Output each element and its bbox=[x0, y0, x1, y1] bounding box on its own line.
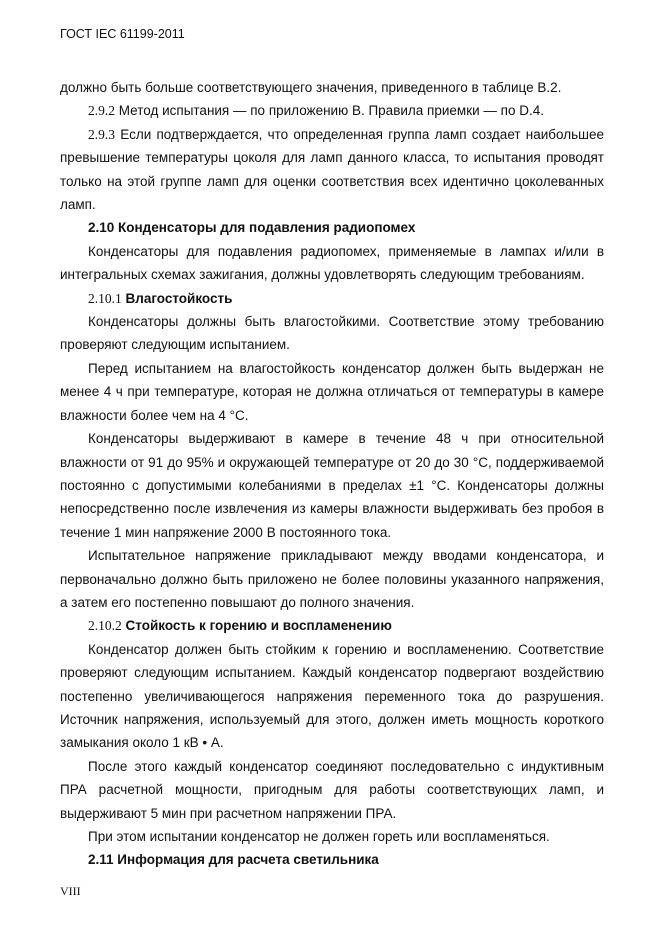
paragraph: Конденсаторы для подавления радиопомех, применяемые в лампах и/или в интегральных схемах зажигания, должны удовлетворять следующим требованиям. bbox=[60, 243, 604, 283]
document-body bbox=[60, 76, 604, 872]
paragraph: После этого каждый конденсатор соединяют последовательно с индуктивным ПРА расчетной мощности, пригодным для работы соответствующих ламп, и выдерживают 5 мин при расчетном напряжении ПРА. bbox=[60, 758, 604, 821]
section-heading-2-11: 2.11 Информация для расчета светильника bbox=[88, 852, 379, 868]
section-heading-2-10: 2.10 Конденсаторы для подавления радиопомех bbox=[88, 220, 416, 236]
clause-number: 2.9.3 bbox=[88, 126, 115, 142]
subsection-title: Стойкость к горению и воспламенению bbox=[125, 618, 392, 634]
clause-2-9-3 bbox=[60, 123, 604, 217]
paragraph: Перед испытанием на влагостойкость конденсатор должен быть выдержан не менее 4 ч при температуре, которая не должна отличаться от температуры в камере влажности более чем на 4 °С. bbox=[60, 360, 604, 423]
paragraph: должно быть больше соответствующего значения, приведенного в таблице В.2. bbox=[60, 80, 562, 95]
paragraph: При этом испытании конденсатор не должен гореть или воспламеняться. bbox=[88, 829, 550, 844]
clause-2-9-2 bbox=[60, 99, 604, 122]
clause-text: Если подтверждается, что определенная группа ламп создает наибольшее превышение температуры цоколя для ламп данного класса, то испытания проводят только на этой группе ламп для оценки соответствия всех идентично цоколеванных ламп. bbox=[60, 126, 604, 213]
document-header: ГОСТ IEC 61199-2011 bbox=[60, 27, 185, 41]
paragraph: Конденсатор должен быть стойким к горению и воспламенению. Соответствие проверяют следующим испытанием. Каждый конденсатор подвергают воздействию постепенно увеличивающегося напряжения переменного тока до разрушения. Источник напряжения, используемый для этого, должен иметь мощность короткого замыкания около 1 кВ • А. bbox=[60, 641, 604, 751]
subsection-title: Влагостойкость bbox=[125, 290, 233, 306]
clause-number: 2.10.1 bbox=[88, 290, 122, 306]
subsection-heading-2-10-2 bbox=[60, 614, 604, 637]
subsection-heading-2-10-1 bbox=[60, 287, 604, 310]
paragraph: Конденсаторы выдерживают в камере в течение 48 ч при относительной влажности от 91 до 95% и окружающей температуре от 20 до 30 °С, поддерживаемой постоянно с допустимыми колебаниями в пределах ±1 °С. Конденсаторы должны непосредственно после извлечения из камеры влажности выдерживать без пробоя в течение 1 мин напряжение 2000 В постоянного тока. bbox=[60, 431, 604, 540]
clause-text: Метод испытания — по приложению В. Правила приемки — по D.4. bbox=[118, 103, 544, 119]
clause-number: 2.10.2 bbox=[88, 618, 122, 634]
paragraph: Испытательное напряжение прикладывают между вводами конденсатора, и первоначально должно быть приложено не более половины указанного напряжения, а затем его постепенно повышают до полного значения. bbox=[60, 548, 604, 610]
paragraph: Конденсаторы должны быть влагостойкими. Соответствие этому требованию проверяют следующим испытанием. bbox=[60, 314, 604, 353]
page-number: VIII bbox=[60, 884, 81, 898]
clause-number: 2.9.2 bbox=[88, 103, 115, 119]
